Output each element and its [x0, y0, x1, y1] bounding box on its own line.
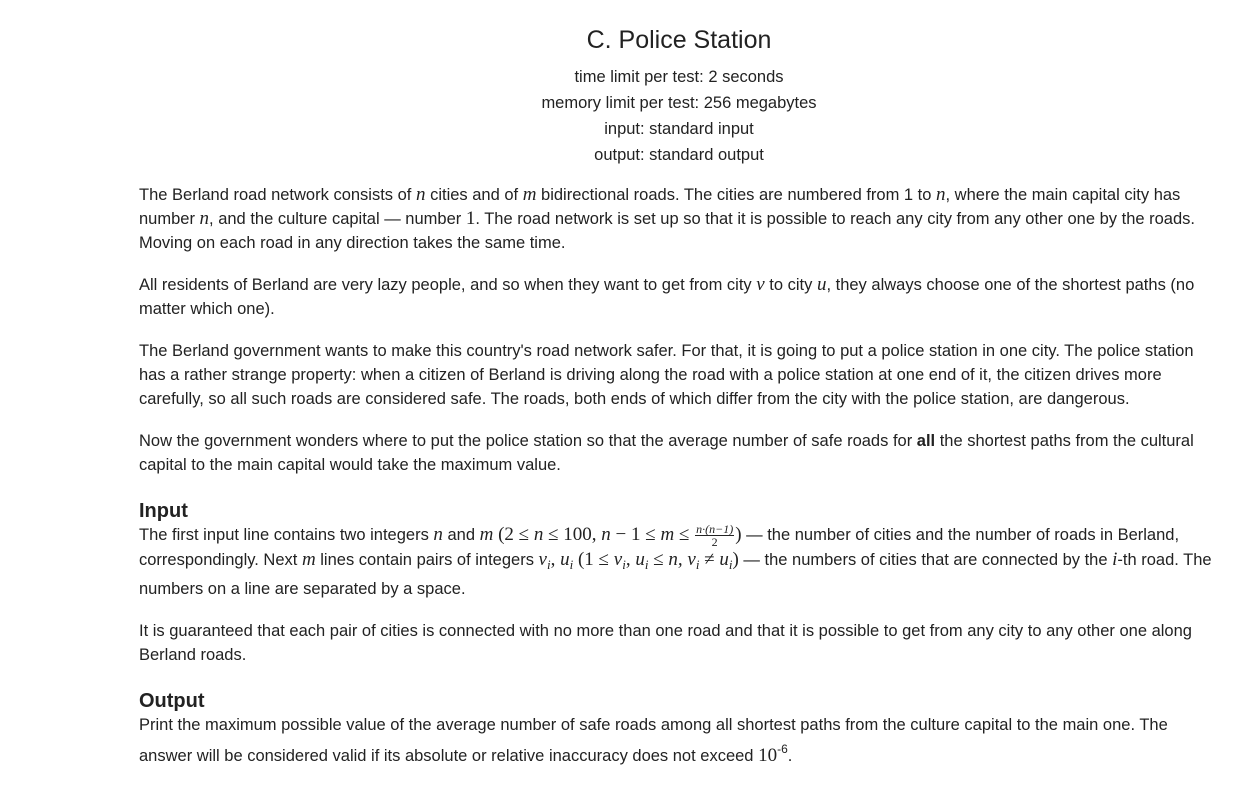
- input-paragraph-2: It is guaranteed that each pair of cities is connected with no more than one road and that it is possible to get from any city to any other one along Berland roads.: [139, 622, 1192, 665]
- math-text: − 1 ≤: [610, 524, 661, 545]
- text: and: [442, 526, 480, 544]
- text: .: [787, 747, 793, 766]
- fraction-numerator: n·(n−1): [696, 522, 734, 537]
- math-text: ,: [550, 549, 561, 571]
- math-var: n: [199, 208, 210, 229]
- math-subscript: i: [546, 557, 551, 573]
- math-var: u: [719, 549, 729, 571]
- math-var: n: [415, 184, 426, 205]
- math-var: u: [560, 549, 570, 571]
- input-paragraph-1: [139, 523, 1219, 601]
- math-var: u: [816, 274, 827, 295]
- statement-paragraph-1: [139, 183, 1219, 255]
- math-var: v: [756, 274, 765, 295]
- math-text: ): [732, 549, 739, 571]
- math-text: ≤: [648, 549, 669, 571]
- math-subscript: i: [569, 557, 574, 573]
- math-subscript: i: [644, 557, 649, 573]
- math-superscript: -6: [777, 742, 788, 757]
- math-var: u: [635, 549, 645, 571]
- math-var: m: [522, 184, 537, 205]
- memory-limit: memory limit per test: 256 megabytes: [541, 94, 817, 112]
- math-text: ): [735, 524, 742, 545]
- math-var: n: [433, 524, 443, 545]
- problem-limits: [139, 64, 1219, 168]
- fraction: [695, 523, 734, 548]
- math-var: m: [660, 524, 675, 545]
- math-number: 1: [465, 208, 476, 229]
- math-var: n: [533, 524, 544, 545]
- problem-statement: [139, 0, 1219, 786]
- math-number: 10: [758, 745, 778, 767]
- input-section: [139, 499, 1219, 667]
- math-text: ,: [625, 549, 636, 571]
- text: The Berland road network consists of: [139, 186, 416, 204]
- math-var: v: [613, 549, 623, 571]
- math-text: ≠: [699, 549, 720, 571]
- output-spec: output: standard output: [594, 146, 764, 164]
- text: , and the culture capital — number: [209, 210, 466, 228]
- text: the shortest paths from the cultural capital to the main capital would take the maximum value.: [139, 432, 1194, 474]
- legend: [139, 183, 1219, 768]
- math-var: i: [1112, 549, 1118, 571]
- math-var: n,: [668, 549, 688, 571]
- bold-text: all: [916, 432, 936, 450]
- math-text: ≤: [674, 524, 695, 545]
- text: — the number of cities and the number of roads in Berland, correspondingly. Next: [139, 526, 1180, 570]
- math-var: m: [479, 524, 494, 545]
- time-limit: time limit per test: 2 seconds: [574, 68, 784, 86]
- problem-header: [139, 25, 1219, 168]
- output-paragraph-1: [139, 713, 1219, 768]
- math-var: m: [301, 549, 316, 571]
- statement-paragraph-4: [139, 429, 1219, 477]
- text: to city: [764, 276, 817, 294]
- text: -th road. The numbers on a line are separated by a space.: [139, 551, 1212, 599]
- output-section: [139, 689, 1219, 768]
- math-text: ≤ 100,: [543, 524, 602, 545]
- math-subscript: i: [622, 557, 626, 573]
- text: , where the main capital city has number: [139, 186, 1181, 228]
- fraction-denominator: 2: [711, 535, 718, 550]
- text: — the numbers of cities that are connected by the: [738, 551, 1113, 570]
- math-var: v: [687, 549, 696, 571]
- output-heading: Output: [139, 690, 205, 713]
- text: cities and of: [425, 186, 523, 204]
- math-var: n: [601, 524, 611, 545]
- math-text: (2 ≤: [493, 524, 534, 545]
- text: All residents of Berland are very lazy people, and so when they want to get from city: [139, 276, 757, 294]
- math-var: n: [936, 184, 946, 205]
- text: , they always choose one of the shortest paths (no matter which one).: [139, 276, 1195, 318]
- text: bidirectional roads. The cities are numbered from 1 to: [536, 186, 937, 204]
- text: Print the maximum possible value of the average number of safe roads among all shortest paths from the culture capital to the main one. The answer will be considered valid if its absolute or relative inaccuracy does not exceed: [139, 716, 1168, 766]
- math-subscript: i: [728, 557, 733, 573]
- math-var: v: [538, 549, 547, 571]
- text: lines contain pairs of integers: [315, 551, 539, 570]
- text: . The road network is set up so that it is possible to reach any city from any other one by the roads. Moving on each road in any direction takes the same time.: [139, 210, 1195, 252]
- problem-title: C. Police Station: [586, 26, 772, 54]
- math-subscript: i: [695, 557, 700, 573]
- statement-paragraph-2: [139, 273, 1219, 321]
- math-text: (1 ≤: [573, 549, 614, 571]
- input-spec: input: standard input: [604, 120, 754, 138]
- input-heading: Input: [139, 500, 188, 522]
- text: The first input line contains two integers: [139, 526, 434, 544]
- text: Now the government wonders where to put the police station so that the average number of safe roads for: [139, 432, 917, 450]
- statement-paragraph-3: The Berland government wants to make this country's road network safer. For that, it is going to put a police station in one city. The police station has a rather strange property: when a citizen of Berland is driving along the road with a police station at one end of it, the citizen drives more carefully, so all such roads are considered safe. The roads, both ends of which differ from the city with the police station, are dangerous.: [139, 342, 1194, 408]
